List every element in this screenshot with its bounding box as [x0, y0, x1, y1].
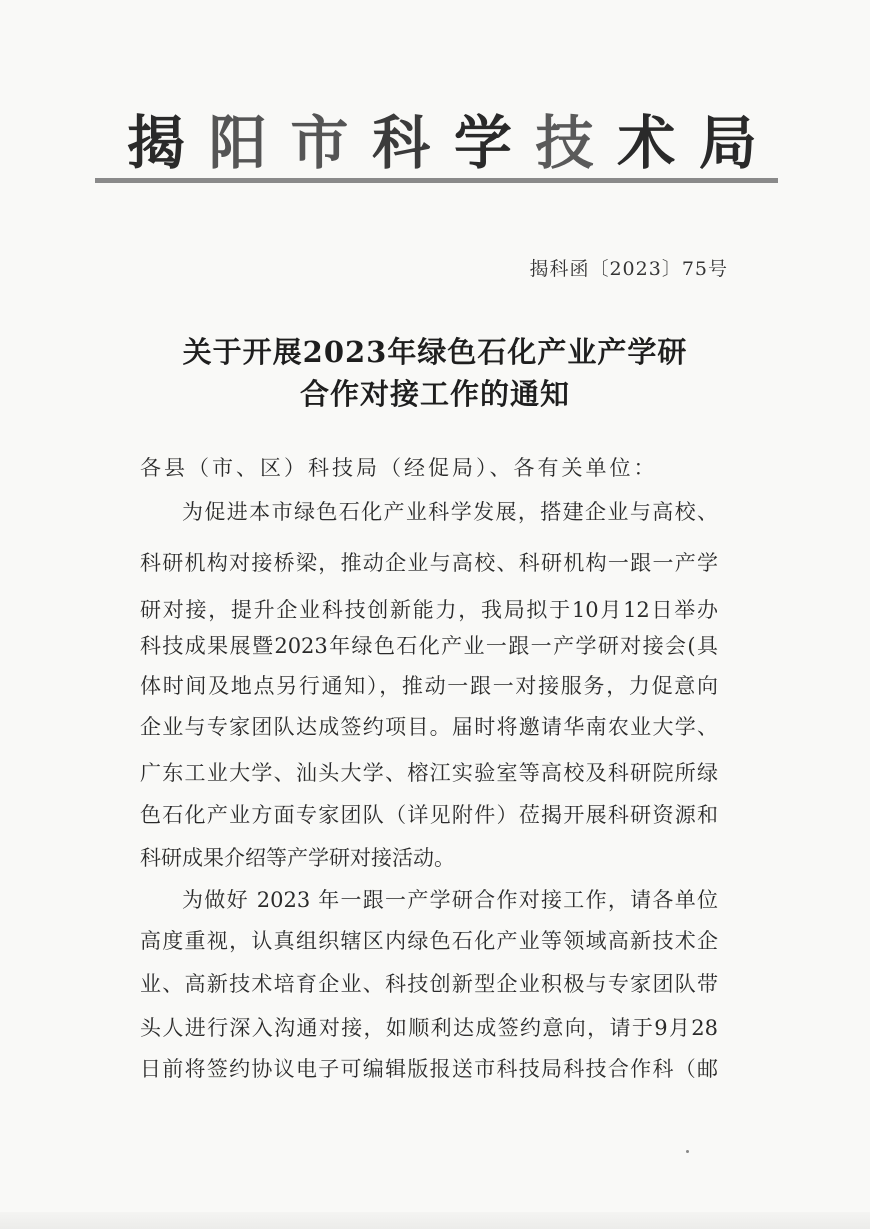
masthead-char: 技: [535, 109, 594, 177]
body-line: 科研机构对接桥梁，推动企业与高校、科研机构一跟一产学: [140, 551, 718, 575]
document-title-line-1: 关于开展2023年绿色石化产业产学研: [182, 335, 688, 369]
body-line: 头人进行深入沟通对接，如顺利达成签约意向，请于9月28: [140, 1016, 718, 1040]
masthead-char: 揭: [127, 109, 186, 177]
scan-edge-shade: [0, 1212, 870, 1229]
body-line: 业、高新技术培育企业、科技创新型企业积极与专家团队带: [140, 972, 718, 996]
document-number: 揭科函〔2023〕75号: [529, 258, 728, 280]
body-line: 科技成果展暨2023年绿色石化产业一跟一产学研对接会(具: [140, 634, 718, 658]
body-line: 高度重视，认真组织辖区内绿色石化产业等领域高新技术企: [140, 929, 718, 953]
body-line: 企业与专家团队达成签约项目。届时将邀请华南农业大学、: [140, 715, 718, 739]
salutation: 各县（市、区）科技局（经促局）、各有关单位：: [140, 456, 658, 480]
document-title-line-2: 合作对接工作的通知: [299, 377, 570, 411]
masthead-char: 阳: [208, 109, 267, 177]
masthead-char: 局: [698, 109, 757, 177]
masthead: [127, 106, 757, 180]
body-line: 研对接，提升企业科技创新能力，我局拟于10月12日举办: [140, 598, 718, 622]
masthead-char: 科: [372, 109, 431, 177]
body-line: 日前将签约协议电子可编辑版报送市科技局科技合作科（邮: [140, 1057, 718, 1081]
masthead-char: 学: [453, 109, 512, 177]
body-line: 为促进本市绿色石化产业科学发展，搭建企业与高校、: [182, 500, 718, 524]
scan-speck: [686, 1150, 689, 1153]
masthead-char: 市: [290, 109, 349, 177]
masthead-divider: [95, 178, 778, 183]
body-line: 色石化产业方面专家团队（详见附件）莅揭开展科研资源和: [140, 803, 718, 827]
body-line: 为做好 2023 年一跟一产学研合作对接工作，请各单位: [182, 888, 718, 912]
body-line: 体时间及地点另行通知），推动一跟一对接服务，力促意向: [140, 674, 718, 698]
masthead-char: 术: [617, 109, 676, 177]
body-line: 广东工业大学、汕头大学、榕江实验室等高校及科研院所绿: [140, 761, 718, 785]
body-line: 科研成果介绍等产学研对接活动。: [140, 846, 455, 870]
